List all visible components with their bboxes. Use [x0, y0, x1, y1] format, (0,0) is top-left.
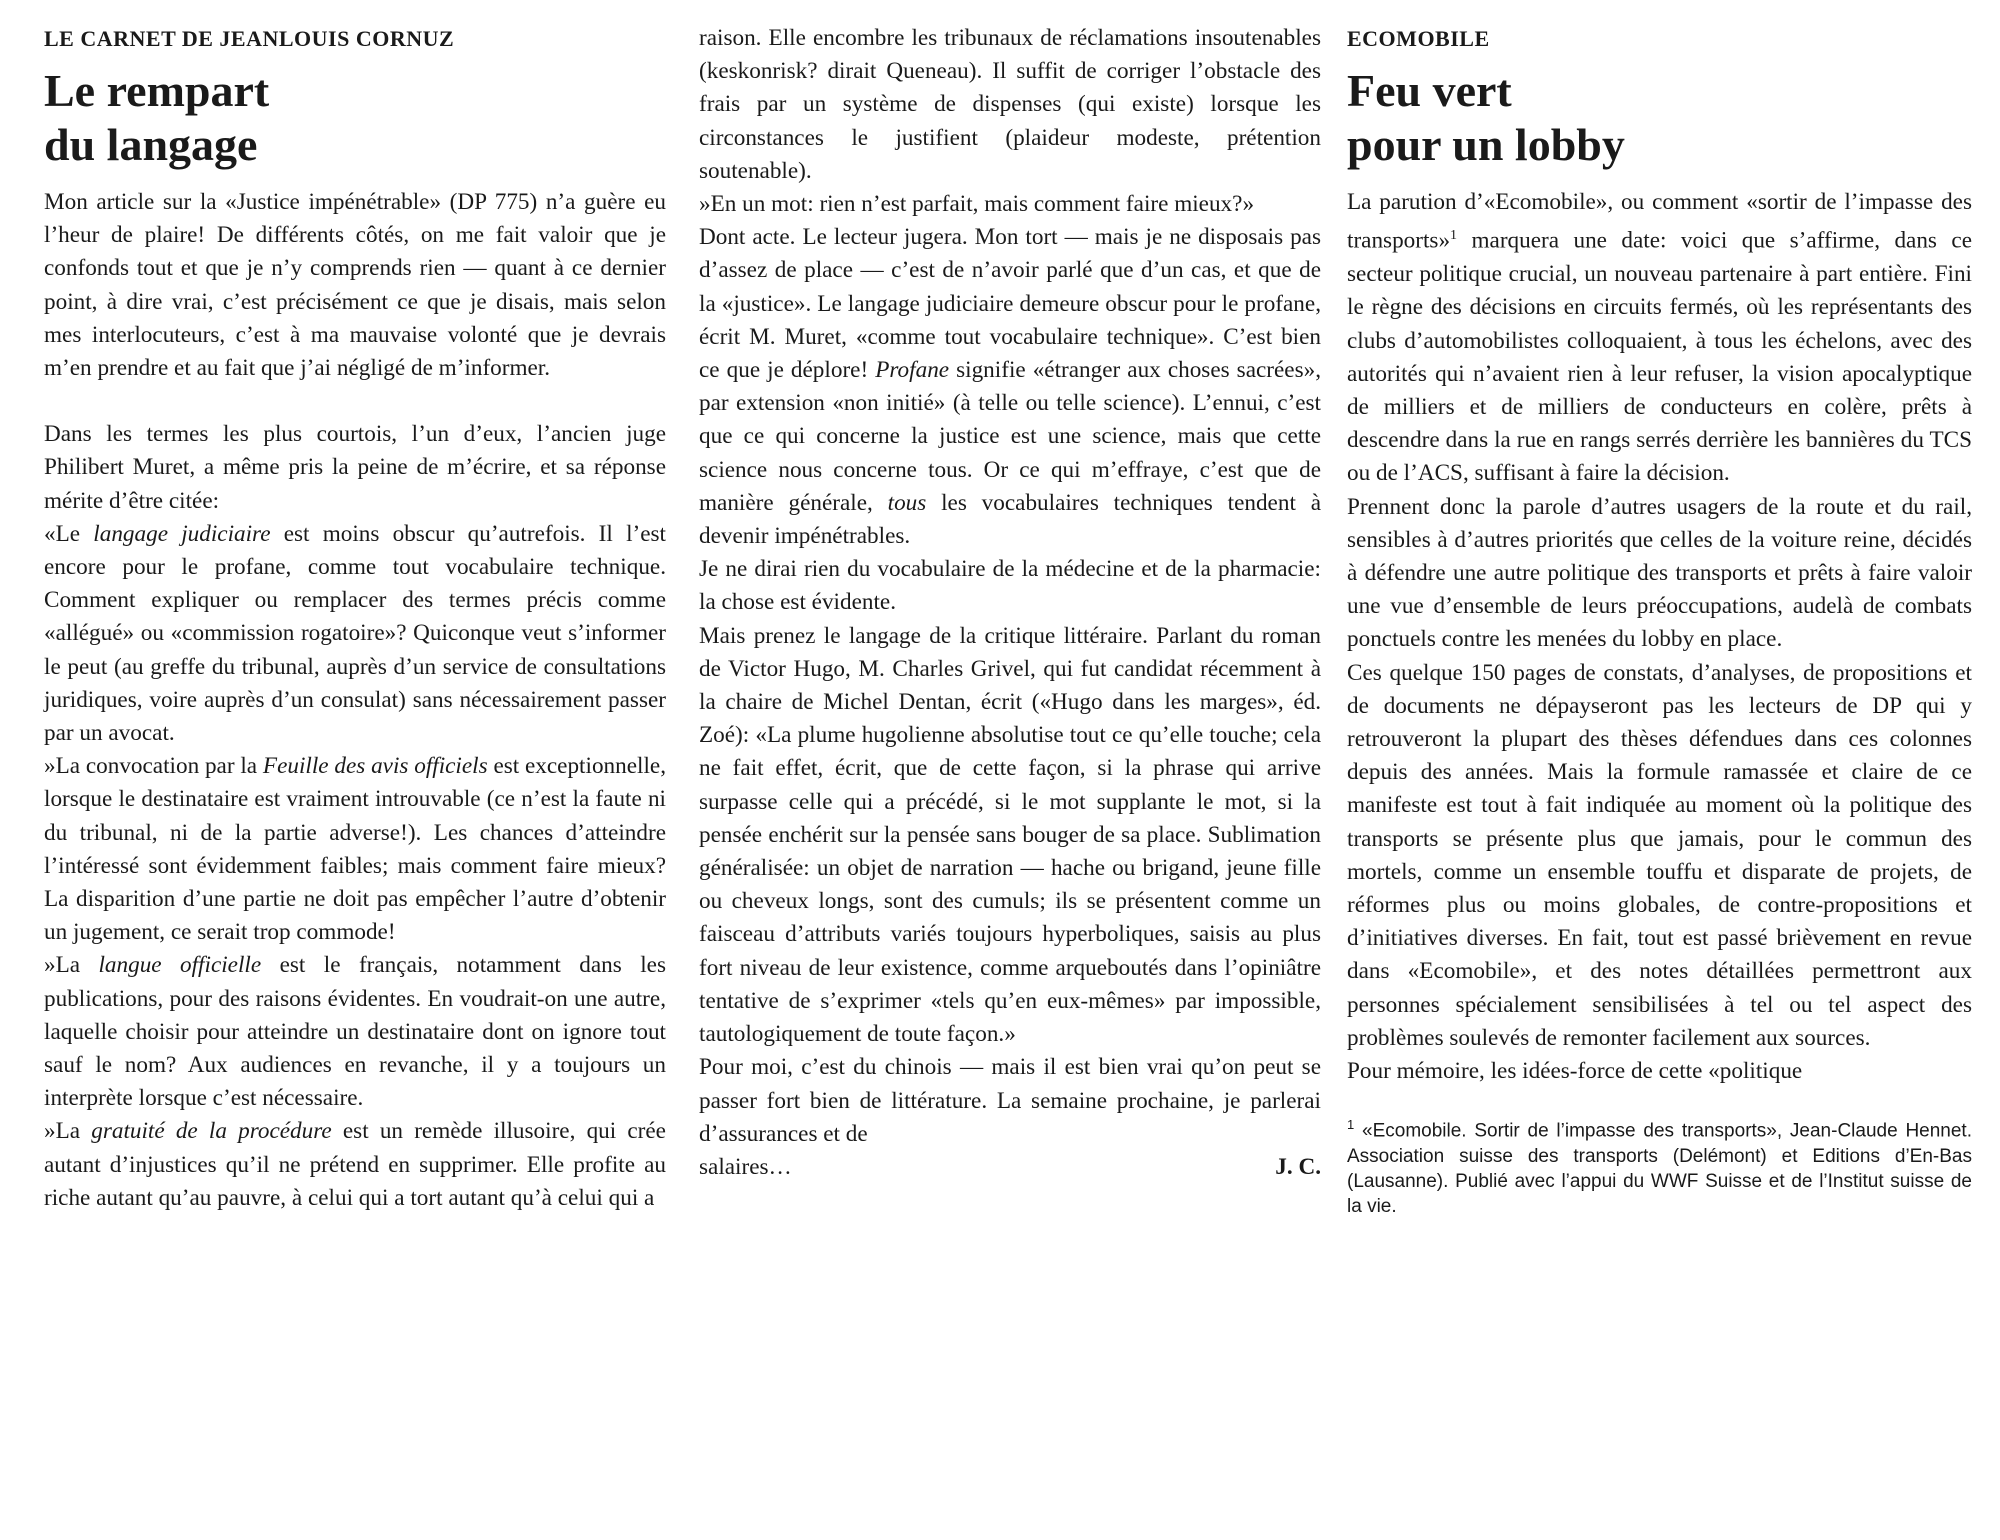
footnote-number: 1: [1347, 1117, 1355, 1133]
middle-column: [699, 22, 1321, 1184]
left-quote-1: «Le langage judiciaire est moins obscur qu’autrefois. Il l’est encore pour le profane, comme tout vocabulaire technique. Comment expliquer ou remplacer des termes précis comme «allégué» ou «commission rogatoire»? Quiconque veut s’informer le peut (au greffe du tribunal, auprès d’un service de consultations juridiques, voire auprès d’un consulat) sans nécessairement passer par un avocat.: [44, 520, 666, 747]
middle-paragraph-6: Pour moi, c’est du chinois — mais il est bien vrai qu’on peut se passer fort bien de littérature. La semaine prochaine, je parlerai d’assurances et de: [699, 1054, 1321, 1147]
right-title-line2: pour un lobby: [1347, 119, 1625, 170]
left-quote-2: »La convocation par la Feuille des avis officiels est exceptionnelle, lorsque le destinataire est vraiment introuvable (ce n’est la faute ni du tribunal, ni de la partie adverse!). Les chances d’atteindre l’intéressé sont évidemment faibles; mais comment faire mieux? La disparition d’une partie ne doit pas empêcher l’autre d’obtenir un jugement, ce serait trop commode!: [44, 753, 666, 946]
right-article-title: [1347, 64, 1972, 172]
left-title-line1: Le rempart: [44, 65, 270, 116]
footnote: [1347, 1112, 1972, 1218]
middle-paragraph-3: Dont acte. Le lecteur jugera. Mon tort — mais je ne disposais pas d’assez de place — c’est de n’avoir parlé que d’un cas, et que de la «justice». Le langage judiciaire demeure obscur pour le profane, écrit M. Muret, «comme tout vocabulaire technique». C’est bien ce que je déplore! Profane signifie «étranger aux choses sacrées», par extension «non initié» (à telle ou telle science). L’ennui, c’est que ce qui concerne la justice est une science, mais que cette science nous concerne tous. Or ce qui m’effraye, c’est que de manière générale, tous les vocabulaires techniques tendent à devenir impénétrables.: [699, 224, 1322, 550]
left-quote-4: »La gratuité de la procédure est un remède illusoire, qui crée autant d’injustices qu’il ne prétend en supprimer. Elle profite au riche autant qu’au pauvre, à celui qui a tort autant qu’à celui qui a: [44, 1118, 666, 1211]
right-paragraph-1: La parution d’«Ecomobile», ou comment «sortir de l’impasse des transports»$^1$ marquera une date: voici que s’affirme, dans ce secteur politique crucial, un nouveau partenaire à part entière. Fini le règne des décisions en circuits fermés, où les représentants des clubs d’automobilistes colloquaient, à tous les échelons, avec des autorités qui n’avaient rien à leur refuser, la vision apocalyptique de milliers et de milliers de conducteurs en colère, prêts à descendre dans la rue en rangs serrés derrière les bannières du TCS ou de l’ACS, suffisant à faire la décision.: [1347, 189, 1972, 487]
footnote-text: «Ecomobile. Sortir de l’impasse des transports», Jean-Claude Hennet. Association suisse des transports (Delémont) et Editions d’En-Bas (Lausanne). Publié avec l’appui du WWF Suisse et de l’Institut suisse de la vie.: [1347, 1120, 1972, 1217]
middle-paragraph-6-end: salaires…: [699, 1153, 792, 1180]
left-paragraph-2: Dans les termes les plus courtois, l’un d’eux, l’ancien juge Philibert Muret, a même pris la peine de m’écrire, et sa réponse mérite d’être citée:: [44, 421, 666, 514]
middle-paragraph-2: »En un mot: rien n’est parfait, mais comment faire mieux?»: [699, 191, 1255, 218]
right-kicker: ECOMOBILE: [1347, 26, 1490, 51]
middle-paragraph-5: Mais prenez le langage de la critique littéraire. Parlant du roman de Victor Hugo, M. Charles Grivel, qui fut candidat récemment à la chaire de Michel Dentan, écrit («Hugo dans les marges», éd. Zoé): «La plume hugolienne absolutise tout ce qu’elle touche; cela ne fait effet, écrit, que de cette façon, si la phrase qui arrive surpasse celle qui a précédé, si le mot supplante le mot, si la pensée enchérit sur la pensée sans bouger de sa place. Sublimation généralisée: un objet de narration — hache ou brigand, jeune fille ou cheveux longs, sont des cumuls; ils se présentent comme un faisceau d’attributs variés toujours hyperboliques, saisis au plus fort niveau de leur existence, comme arqueboutés dans l’opiniâtre tentative de s’exprimer «tels qu’en eux-mêmes» par impossible, tautologiquement de toute façon.»: [699, 622, 1321, 1048]
left-article-title: [44, 64, 666, 172]
right-article: [1347, 22, 1972, 1219]
right-paragraph-4: Pour mémoire, les idées-force de cette «politique: [1347, 1058, 1803, 1085]
left-quote-3: »La langue officielle est le français, notamment dans les publications, pour des raisons évidentes. En voudrait-on une autre, laquelle choisir pour atteindre un destinataire dont on ignore tout sauf le nom? Aux audiences en revanche, il y a toujours un interprète lorsque c’est nécessaire.: [44, 952, 666, 1112]
right-paragraph-3: Ces quelque 150 pages de constats, d’analyses, de propositions et de documents ne dépayseront pas les lecteurs de DP qui y retrouveront la plupart des thèses défendues dans ces colonnes depuis des années. Mais la formule ramassée et claire de ce manifeste est tout à fait indiquée au moment où la politique des transports se présente plus que jamais, pour le commun des mortels, comme un ensemble touffu et disparate de projets, de réformes plus ou moins globales, de contre-propositions et d’initiatives diverses. En fait, tout est passé brièvement en revue dans «Ecomobile», et des notes détaillées permettront aux personnes spécialement sensibilisées à tel ou tel aspect des problèmes soulevés de remonter facilement aux sources.: [1347, 659, 1972, 1051]
middle-paragraph-4: Je ne dirai rien du vocabulaire de la médecine et de la pharmacie: la chose est évidente.: [699, 556, 1321, 616]
left-title-line2: du langage: [44, 119, 258, 170]
right-title-line1: Feu vert: [1347, 65, 1512, 116]
middle-paragraph-1: raison. Elle encombre les tribunaux de réclamations insoutenables (keskonrisk? dirait Queneau). Il suffit de corriger l’obstacle des frais par un système de dispenses (qui existe) lorsque les circonstances le justifient (plaideur modeste, prétention soutenable).: [699, 25, 1321, 184]
left-paragraph-1: Mon article sur la «Justice impénétrable» (DP 775) n’a guère eu l’heur de plaire! De différents côtés, on me fait valoir que je confonds tout et que je n’y comprends rien — quant à ce dernier point, à dire vrai, c’est précisément ce que je disais, mais selon mes interlocuteurs, c’est à ma mauvaise volonté que je devrais m’en prendre et au fait que j’ai négligé de m’informer.: [44, 189, 666, 382]
signature-line: [699, 1151, 1321, 1184]
author-signature: J. C.: [1275, 1153, 1321, 1180]
footnote-reference: 1: [1450, 228, 1458, 244]
right-paragraph-2: Prennent donc la parole d’autres usagers de la route et du rail, sensibles à d’autres priorités que celles de la voiture reine, décidés à défendre une autre politique des transports et prêts à faire valoir une vue d’ensemble de leurs préoccupations, audelà de combats ponctuels contre les menées du lobby en place.: [1347, 493, 1972, 653]
left-kicker: LE CARNET DE JEANLOUIS CORNUZ: [44, 26, 455, 51]
left-article: [44, 22, 666, 1215]
